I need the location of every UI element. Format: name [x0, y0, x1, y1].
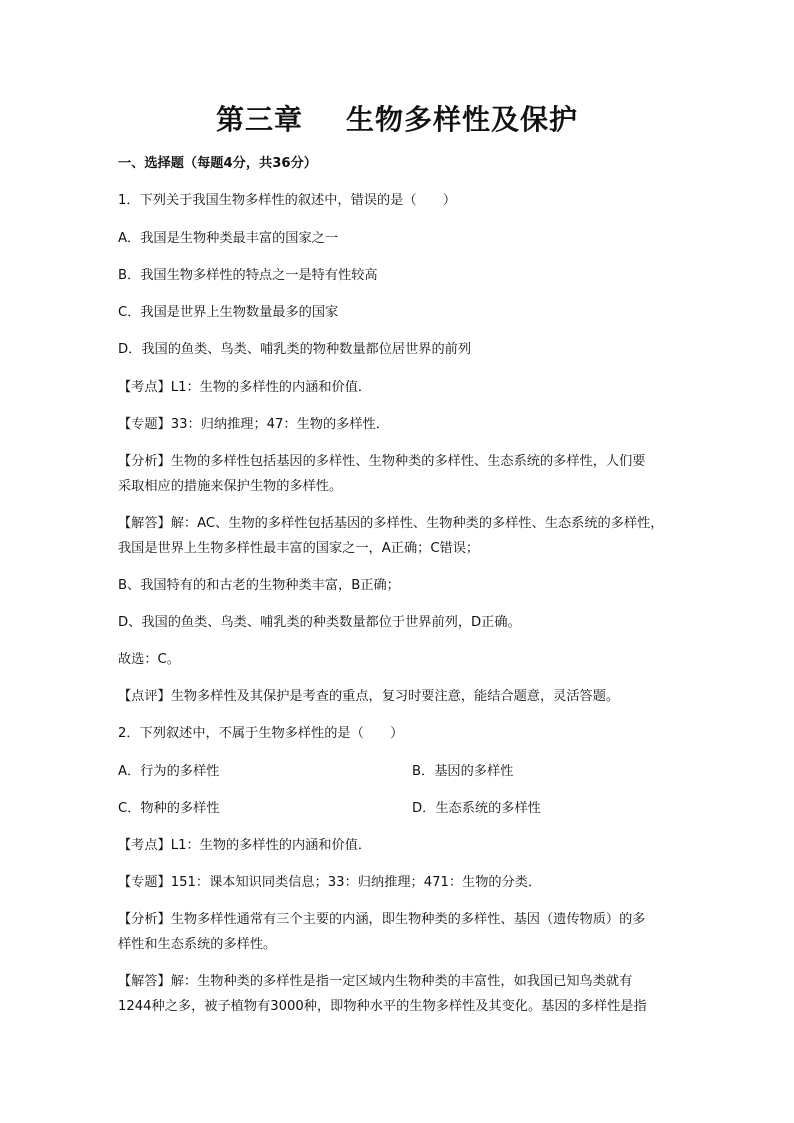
q1-zhuanti: 【专题】33：归纳推理；47：生物的多样性．	[118, 417, 389, 432]
q2-jieda-line1: 【解答】解：生物种类的多样性是指一定区域内生物种类的丰富性，如我国已知鸟类就有	[118, 974, 633, 989]
q1-stem: 1．下列关于我国生物多样性的叙述中，错误的是（ ）	[118, 193, 457, 208]
q1-jieda-line3: B、我国特有的和古老的生物种类丰富，B正确；	[118, 578, 400, 593]
q1-jieda-line4: D、我国的鱼类、鸟类、哺乳类的种类数量都位于世界前列，D正确。	[118, 615, 521, 630]
q1-option-b: B．我国生物多样性的特点之一是特有性较高	[118, 268, 378, 283]
q2-option-c: C．物种的多样性	[118, 801, 220, 816]
q1-option-c: C．我国是世界上生物数量最多的国家	[118, 305, 339, 320]
q2-option-b: B．基因的多样性	[412, 764, 514, 779]
q1-kaodian: 【考点】L1：生物的多样性的内涵和价值．	[118, 380, 372, 395]
section-heading: 一、选择题（每题4分，共36分）	[118, 156, 317, 171]
q2-fenxi-line1: 【分析】生物多样性通常有三个主要的内涵，即生物种类的多样性、基因（遗传物质）的多	[118, 912, 646, 927]
q2-jieda-line2: 1244种之多，被子植物有3000种，即物种水平的生物多样性及其变化。基因的多样性是指	[118, 999, 647, 1014]
q1-option-d: D．我国的鱼类、鸟类、哺乳类的物种数量都位居世界的前列	[118, 342, 472, 357]
q2-fenxi-line2: 样性和生态系统的多样性。	[118, 937, 277, 952]
q2-option-a: A．行为的多样性	[118, 764, 220, 779]
q2-kaodian: 【考点】L1：生物的多样性的内涵和价值．	[118, 838, 372, 853]
q1-option-a: A．我国是生物种类最丰富的国家之一	[118, 231, 339, 246]
q1-fenxi-line1: 【分析】生物的多样性包括基因的多样性、生物种类的多样性、生态系统的多样性，人们要	[118, 454, 646, 469]
q2-zhuanti: 【专题】151：课本知识同类信息；33：归纳推理；471：生物的分类．	[118, 875, 542, 890]
page-title: 第三章 生物多样性及保护	[216, 103, 578, 136]
q1-fenxi-line2: 采取相应的措施来保护生物的多样性。	[118, 479, 343, 494]
q1-jieda-line1: 【解答】解：AC、生物的多样性包括基因的多样性、生物种类的多样性、生态系统的多样性，	[118, 516, 664, 531]
q2-stem: 2．下列叙述中，不属于生物多样性的是（ ）	[118, 726, 404, 741]
q1-jieda-line2: 我国是世界上生物多样性最丰富的国家之一，A正确；C错误；	[118, 541, 480, 556]
q2-option-d: D．生态系统的多样性	[412, 801, 541, 816]
q1-answer: 故选：C。	[118, 652, 180, 667]
q1-dianping: 【点评】生物多样性及其保护是考查的重点，复习时要注意，能结合题意，灵活答题。	[118, 689, 620, 704]
